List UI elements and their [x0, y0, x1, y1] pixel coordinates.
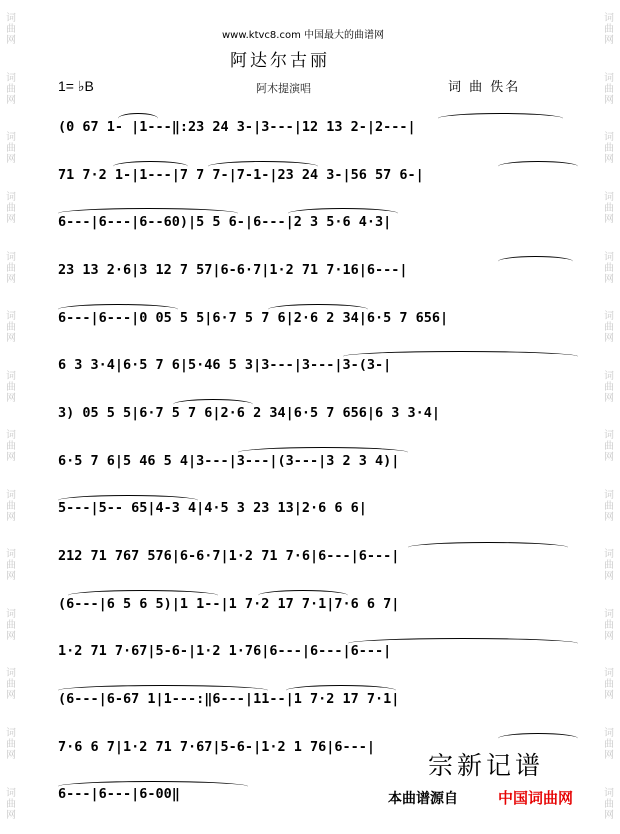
watermark-unit: [6, 252, 16, 285]
watermark-char: 网: [604, 750, 614, 762]
watermark-char: 曲: [6, 83, 16, 95]
watermark-char: 曲: [6, 739, 16, 751]
watermark-char: 词: [604, 728, 614, 740]
score-line: 1·2 71 7·67|5-6-|1·2 1·76|6---|6---|6---|: [58, 628, 578, 676]
watermark-char: 曲: [6, 202, 16, 214]
watermark-char: 网: [604, 630, 614, 642]
watermark-char: 网: [6, 511, 16, 523]
watermark-char: 曲: [604, 560, 614, 572]
score-line: 212 71 767 576|6-6·7|1·2 71 7·6|6---|6---|: [58, 532, 578, 580]
watermark-unit: [604, 788, 614, 821]
score-line: 6---|6---|6--60)|5 5 6-|6---|2 3 5·6 4·3|: [58, 198, 578, 246]
watermark-char: 曲: [604, 441, 614, 453]
watermark-char: 词: [604, 13, 614, 25]
score-line: 6---|6---|0 05 5 5|6·7 5 7 6|2·6 2 34|6·5 7 656|: [58, 294, 578, 342]
watermark-char: 词: [6, 132, 16, 144]
watermark-char: 曲: [6, 262, 16, 274]
watermark-char: 词: [6, 191, 16, 203]
source-text: 本曲谱源自: [388, 791, 458, 807]
watermark-char: 网: [6, 690, 16, 702]
watermark-char: 曲: [604, 679, 614, 691]
watermark-char: 词: [604, 191, 614, 203]
watermark-char: 词: [6, 430, 16, 442]
song-title: 阿达尔古丽: [230, 51, 330, 71]
watermark-char: 曲: [604, 83, 614, 95]
watermark-char: 词: [604, 132, 614, 144]
lyrics-music-credit: 词 曲 佚名: [448, 80, 521, 95]
watermark-char: 曲: [6, 500, 16, 512]
watermark-unit: [604, 13, 614, 46]
score-line: 6·5 7 6|5 46 5 4|3---|3---|(3---|3 2 3 4)|: [58, 437, 578, 485]
watermark-char: 词: [604, 549, 614, 561]
watermark-char: 词: [6, 489, 16, 501]
watermark-char: 词: [6, 549, 16, 561]
watermark-unit: [604, 430, 614, 463]
watermark-unit: [6, 311, 16, 344]
tie-mark: [438, 113, 563, 124]
watermark-char: 曲: [6, 619, 16, 631]
watermark-unit: [604, 132, 614, 165]
watermark-unit: [604, 549, 614, 582]
watermark-char: 网: [604, 571, 614, 583]
watermark-char: 网: [6, 750, 16, 762]
watermark-char: 词: [6, 608, 16, 620]
watermark-char: 网: [6, 571, 16, 583]
watermark-char: 词: [604, 608, 614, 620]
watermark-unit: [604, 73, 614, 106]
transcriber-signature: 宗新记谱: [428, 751, 545, 780]
score-line: 5---|5-- 65|4-3 4|4·5 3 23 13|2·6 6 6|: [58, 485, 578, 533]
watermark-char: 曲: [604, 739, 614, 751]
watermark-char: 词: [604, 430, 614, 442]
watermark-char: 曲: [6, 322, 16, 334]
watermark-char: 曲: [604, 381, 614, 393]
watermark-char: 曲: [604, 500, 614, 512]
watermark-char: 网: [604, 392, 614, 404]
watermark-char: 词: [604, 668, 614, 680]
watermark-char: 网: [6, 273, 16, 285]
watermark-char: 网: [604, 94, 614, 106]
watermark-unit: [6, 490, 16, 523]
watermark-unit: [6, 132, 16, 165]
watermark-char: 曲: [6, 381, 16, 393]
watermark-unit: [6, 728, 16, 761]
watermark-unit: [604, 728, 614, 761]
watermark-unit: [6, 192, 16, 225]
watermark-char: 网: [604, 273, 614, 285]
watermark-right: [600, 0, 618, 834]
score-line: 71 7·2 1-|1---|7 7 7-|7-1-|23 24 3-|56 57 6-|: [58, 151, 578, 199]
score-body: [58, 103, 578, 818]
watermark-unit: [604, 668, 614, 701]
watermark-char: 词: [6, 728, 16, 740]
watermark-char: 网: [6, 333, 16, 345]
watermark-char: 曲: [604, 202, 614, 214]
watermark-char: 曲: [6, 798, 16, 810]
watermark-char: 词: [604, 489, 614, 501]
score-line: 3) 05 5 5|6·7 5 7 6|2·6 2 34|6·5 7 656|6 3 3·4|: [58, 389, 578, 437]
watermark-char: 词: [604, 72, 614, 84]
watermark-char: 曲: [604, 262, 614, 274]
watermark-char: 网: [604, 154, 614, 166]
score-line: (0 67 1- |1---‖:23 24 3-|3---|12 13 2-|2---|: [58, 103, 578, 151]
watermark-char: 曲: [6, 143, 16, 155]
watermark-char: 曲: [604, 143, 614, 155]
watermark-char: 网: [6, 392, 16, 404]
watermark-char: 网: [6, 213, 16, 225]
watermark-unit: [6, 549, 16, 582]
watermark-char: 曲: [604, 322, 614, 334]
watermark-unit: [604, 490, 614, 523]
tie-mark: [498, 256, 573, 267]
watermark-char: 词: [604, 370, 614, 382]
tie-mark: [408, 542, 568, 553]
watermark-unit: [604, 192, 614, 225]
singer-credit: 阿木提演唱: [256, 82, 311, 95]
watermark-char: 网: [6, 35, 16, 47]
watermark-char: 网: [604, 35, 614, 47]
watermark-char: 曲: [6, 24, 16, 36]
watermark-char: 网: [604, 333, 614, 345]
watermark-char: 网: [604, 511, 614, 523]
score-line: (6---|6 5 6 5)|1 1--|1 7·2 17 7·1|7·6 6 7|: [58, 580, 578, 628]
watermark-unit: [604, 371, 614, 404]
watermark-unit: [6, 668, 16, 701]
watermark-unit: [6, 430, 16, 463]
site-url[interactable]: www.ktvc8.com 中国最大的曲谱网: [222, 30, 385, 41]
watermark-char: 词: [604, 251, 614, 263]
watermark-char: 词: [6, 370, 16, 382]
score-line: (6---|6-67 1|1---:‖6---|11--|1 7·2 17 7·1|: [58, 675, 578, 723]
tie-mark: [498, 733, 578, 744]
watermark-left: [2, 0, 20, 834]
watermark-char: 词: [604, 787, 614, 799]
watermark-unit: [6, 371, 16, 404]
watermark-unit: [6, 609, 16, 642]
watermark-char: 曲: [6, 441, 16, 453]
score-line: 7·6 6 7|1·2 71 7·67|5-6-|1·2 1 76|6---|: [58, 723, 578, 771]
watermark-unit: [6, 788, 16, 821]
watermark-char: 网: [6, 154, 16, 166]
watermark-unit: [604, 252, 614, 285]
watermark-char: 网: [6, 452, 16, 464]
watermark-char: 曲: [604, 619, 614, 631]
watermark-char: 词: [6, 787, 16, 799]
watermark-unit: [6, 73, 16, 106]
watermark-char: 词: [6, 311, 16, 323]
watermark-char: 曲: [6, 679, 16, 691]
watermark-char: 网: [6, 630, 16, 642]
key-signature: 1= ♭B: [58, 78, 94, 94]
watermark-char: 词: [6, 251, 16, 263]
watermark-char: 词: [604, 311, 614, 323]
watermark-char: 网: [6, 94, 16, 106]
tie-mark: [498, 161, 578, 172]
watermark-char: 词: [6, 13, 16, 25]
watermark-char: 网: [604, 213, 614, 225]
source-brand[interactable]: 中国词曲网: [498, 789, 574, 807]
watermark-char: 网: [604, 690, 614, 702]
watermark-unit: [6, 13, 16, 46]
watermark-char: 网: [6, 809, 16, 821]
watermark-char: 词: [6, 72, 16, 84]
watermark-unit: [604, 609, 614, 642]
score-line: 23 13 2·6|3 12 7 57|6-6·7|1·2 71 7·16|6---|: [58, 246, 578, 294]
watermark-char: 曲: [604, 24, 614, 36]
watermark-char: 曲: [6, 560, 16, 572]
watermark-char: 词: [6, 668, 16, 680]
watermark-char: 网: [604, 452, 614, 464]
score-line: 6---|6---|6-00‖: [58, 771, 578, 819]
score-line: 6 3 3·4|6·5 7 6|5·46 5 3|3---|3---|3-(3-|: [58, 341, 578, 389]
watermark-unit: [604, 311, 614, 344]
watermark-char: 网: [604, 809, 614, 821]
watermark-char: 曲: [604, 798, 614, 810]
